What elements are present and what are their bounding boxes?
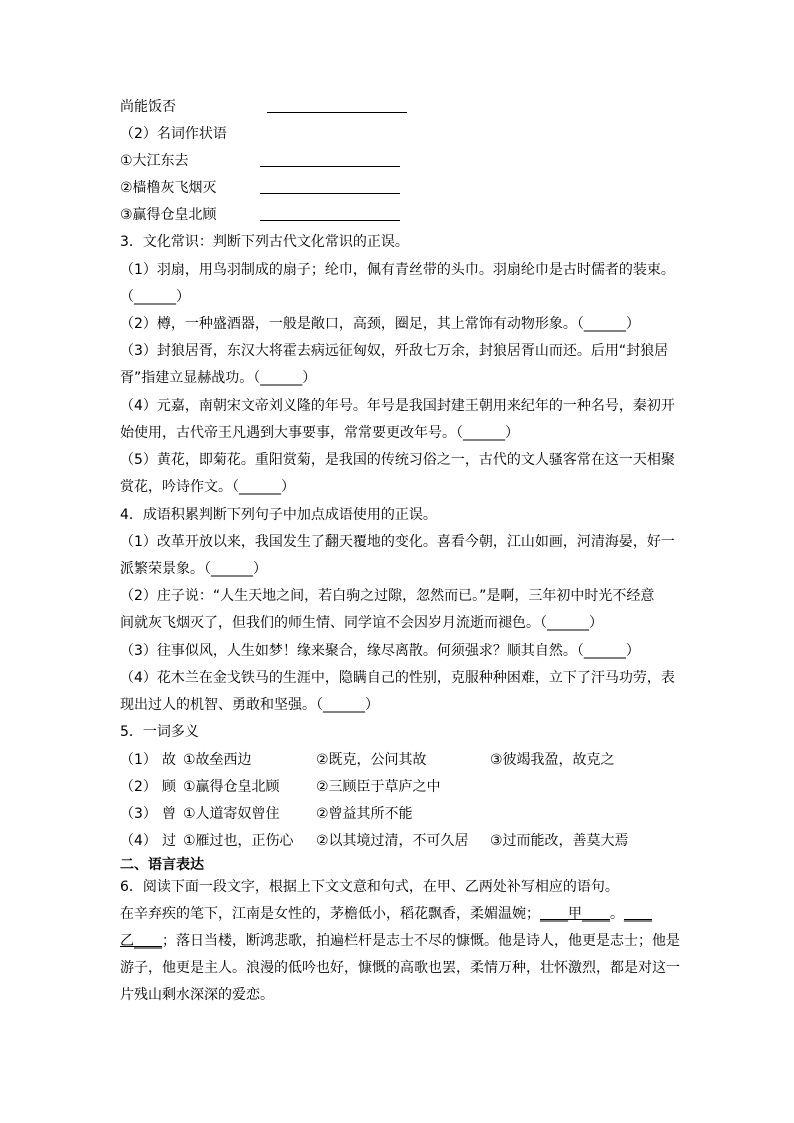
question-title: 5．一词多义 (120, 724, 199, 740)
sense-1: ①雁过也，正伤心 (183, 833, 294, 849)
text-line: （______） (120, 289, 190, 305)
text-line: （3）往事似风，人生如梦！缘来聚合，缘尽离散。何须强求？顺其自然。（______） (120, 643, 640, 659)
passage-text: ；落日当楼，断鸿悲歌，拍遍栏杆是志士不尽的慷慨。他是诗人，他更是志士；他是 (162, 933, 680, 949)
text-line: 派繁荣景象。（______） (120, 561, 267, 577)
text-line: 胥”指建立显赫战功。（______） (120, 370, 317, 386)
question-title: 6．阅读下面一段文字，根据上下文文意和句式，在甲、乙两处补写相应的语句。 (120, 879, 619, 895)
sense-3: ③彼竭我盈，故克之 (490, 752, 615, 768)
passage-line: 片残山剩水深深的爱恋。 (120, 987, 274, 1003)
answer-blank[interactable] (260, 193, 400, 194)
sense-2: ②曾益其所不能 (316, 806, 413, 822)
row-number: （4） (120, 833, 157, 849)
passage-line (120, 904, 652, 924)
row-word: 曾 (162, 806, 176, 822)
text-line: 间就灰飞烟灭了，但我们的师生情、同学谊不会因岁月流逝而褪色。（______） (120, 615, 603, 631)
row-word: 过 (162, 833, 176, 849)
sense-1: ①人道寄奴曾住 (183, 806, 280, 822)
row-word: 故 (162, 752, 176, 768)
text-line: 赏花，吟诗作文。（______） (120, 479, 295, 495)
text-line: （1）羽扇，用鸟羽制成的扇子；纶巾，佩有青丝带的头巾。羽扇纶巾是古时儒者的装束。 (120, 262, 675, 278)
answer-blank[interactable] (260, 166, 400, 167)
row-word: 顾 (162, 779, 176, 795)
question-title: 3．文化常识：判断下列古代文化常识的正误。 (120, 234, 409, 250)
blank-yi-start[interactable]: ____ (624, 906, 652, 922)
text-line: ③赢得仓皇北顾 (120, 207, 217, 223)
blank-yi[interactable]: 乙____ (120, 933, 162, 949)
row-number: （2） (120, 779, 157, 795)
text-line: （1）改革开放以来，我国发生了翻天覆地的变化。喜看今朝，江山如画，河清海晏，好一 (120, 534, 675, 550)
row-number: （1） (120, 752, 157, 768)
text-line: （3）封狼居胥，东汉大将霍去病远征匈奴，歼敌七万余，封狼居胥山而还。后用“封狼居 (120, 343, 669, 359)
passage-text: 在辛弃疾的笔下，江南是女性的，茅檐低小，稻花飘香，柔媚温婉； (120, 906, 540, 922)
question-title: 4．成语积累判断下列句子中加点成语使用的正误。 (120, 507, 437, 523)
text-line: （2）名词作状语 (120, 126, 227, 142)
text-line: 现出过人的机智、勇敢和坚强。（______） (120, 697, 379, 713)
answer-blank[interactable] (267, 112, 407, 113)
text-line: （4）元嘉，南朝宋文帝刘义隆的年号。年号是我国封建王朝用来纪年的一种名号，秦初开 (120, 398, 675, 414)
sense-1: ①赢得仓皇北顾 (183, 779, 280, 795)
text-line: 尚能饭否 (120, 99, 176, 115)
sense-3: ③过而能改，善莫大焉 (490, 833, 629, 849)
section-heading: 二、语言表达 (120, 857, 204, 873)
text-line: （5）黄花，即菊花。重阳赏菊，是我国的传统习俗之一，古代的文人骚客常在这一天相聚 (120, 452, 675, 468)
text-line: 始使用，古代帝王凡遇到大事要事，常常要更改年号。（______） (120, 425, 519, 441)
text-line: （4）花木兰在金戈铁马的生涯中，隐瞒自己的性别，克服种种困难，立下了汗马功劳，表 (120, 670, 675, 686)
sense-2: ②既克，公问其故 (316, 752, 427, 768)
row-number: （3） (120, 806, 157, 822)
text-line: （2）樽，一种盛酒器，一般是敞口，高颈，圈足，其上常饰有动物形象。（______） (120, 316, 640, 332)
passage-text: 。 (610, 906, 624, 922)
text-line: ②樯橹灰飞烟灭 (120, 180, 217, 196)
text-line: （2）庄子说：“人生天地之间，若白驹之过隙，忽然而已。”是啊，三年初中时光不经意 (120, 588, 655, 604)
answer-blank[interactable] (260, 220, 400, 221)
sense-2: ②以其境过清，不可久居 (316, 833, 469, 849)
sense-1: ①故垒西边 (183, 752, 252, 768)
sense-2: ②三顾臣于草庐之中 (316, 779, 441, 795)
passage-line (120, 931, 680, 951)
text-line: ①大江东去 (120, 153, 189, 169)
passage-line: 游子，他更是主人。浪漫的低吟也好，慷慨的高歌也罢，柔情万种，壮怀激烈，都是对这一 (120, 960, 680, 976)
blank-jia[interactable]: ____甲____ (540, 906, 610, 922)
